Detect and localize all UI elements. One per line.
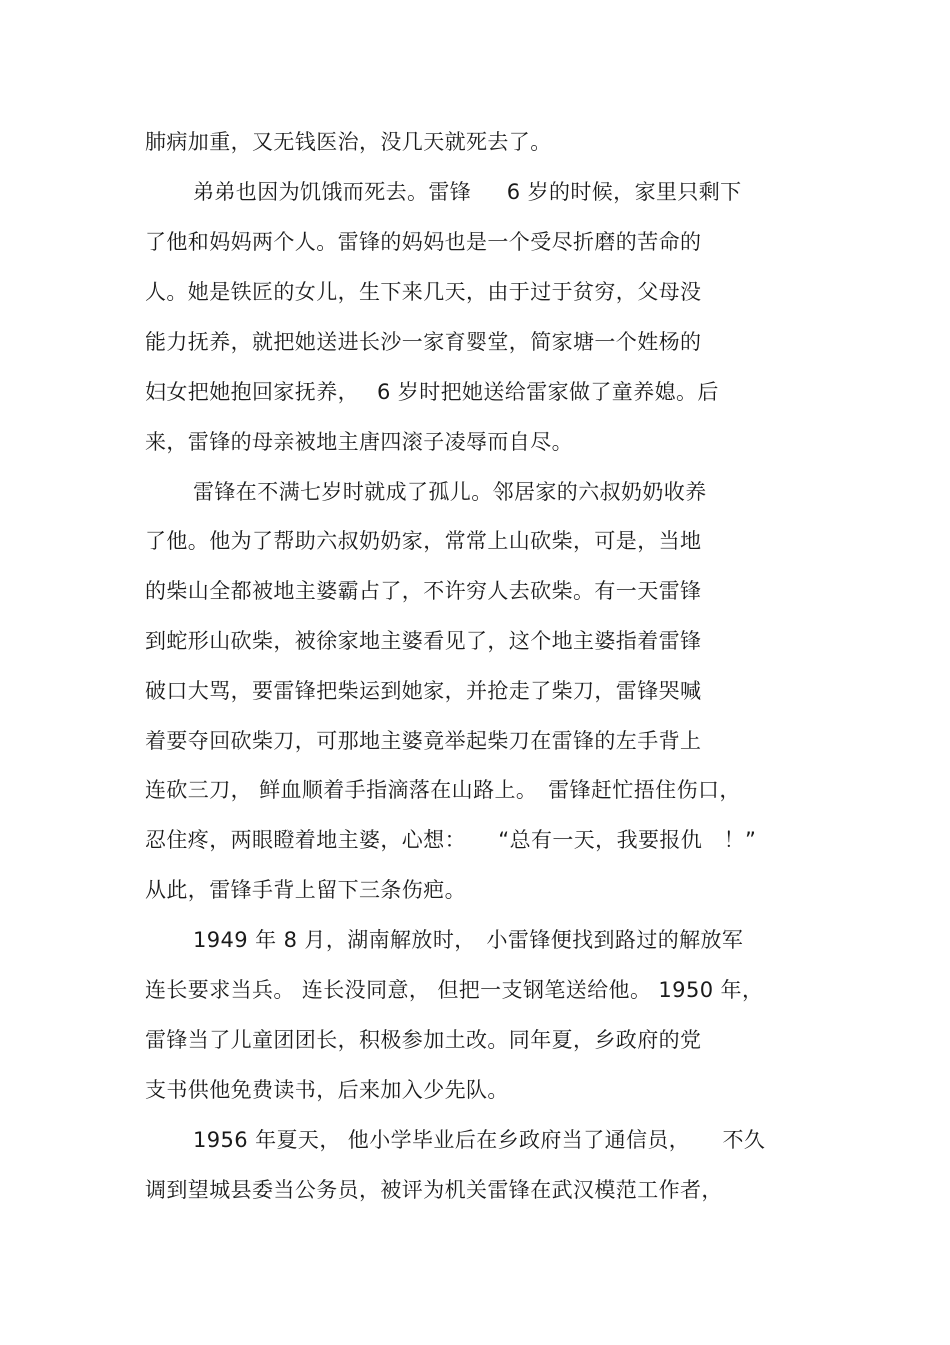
text-line: 的柴山全都被地主婆霸占了，不许穷人去砍柴。有一天雷锋 [145,579,702,603]
text-line: 从此，雷锋手背上留下三条伤疤。 [145,878,466,902]
text-line: 了他。他为了帮助六叔奶奶家，常常上山砍柴，可是，当地 [145,529,702,553]
text-line: 着要夺回砍柴刀，可那地主婆竟举起柴刀在雷锋的左手背上 [145,729,702,753]
text-line: 来，雷锋的母亲被地主唐四滚子凌辱而自尽。 [145,430,573,454]
text-line: 调到望城县委当公务员，被评为机关雷锋在武汉模范工作者， [145,1178,723,1202]
text-line: 妇女把她抱回家抚养， 6 岁时把她送给雷家做了童养媳。后 [145,380,719,404]
text-line: 雷锋当了儿童团团长，积极参加土改。同年夏，乡政府的党 [145,1028,702,1052]
paragraph-start-line: 1956 年夏天， 他小学毕业后在乡政府当了通信员， 不久 [193,1128,766,1152]
text-line: 连长要求当兵。 连长没同意， 但把一支钢笔送给他。 1950 年， [145,978,764,1002]
paragraph-start-line: 雷锋在不满七岁时就成了孤儿。邻居家的六叔奶奶收养 [193,480,707,504]
text-line: 连砍三刀， 鲜血顺着手指滴落在山路上。 雷锋赶忙捂住伤口， [145,778,741,802]
text-line: 肺病加重，又无钱医治，没几天就死去了。 [145,130,552,154]
text-line: 了他和妈妈两个人。雷锋的妈妈也是一个受尽折磨的苦命的 [145,230,702,254]
text-line: 破口大骂，要雷锋把柴运到她家，并抢走了柴刀，雷锋哭喊 [145,679,702,703]
text-line: 到蛇形山砍柴，被徐家地主婆看见了，这个地主婆指着雷锋 [145,629,702,653]
paragraph-start-line: 1949 年 8 月，湖南解放时， 小雷锋便找到路过的解放军 [193,928,744,952]
text-line: 支书供他免费读书，后来加入少先队。 [145,1078,509,1102]
paragraph-start-line: 弟弟也因为饥饿而死去。雷锋 6 岁的时候，家里只剩下 [193,180,742,204]
text-line: 忍住疼，两眼瞪着地主婆，心想： “总有一天，我要报仇 ！” [145,828,757,852]
text-line: 人。她是铁匠的女儿，生下来几天，由于过于贫穷，父母没 [145,280,702,304]
text-line: 能力抚养，就把她送进长沙一家育婴堂，简家塘一个姓杨的 [145,330,702,354]
